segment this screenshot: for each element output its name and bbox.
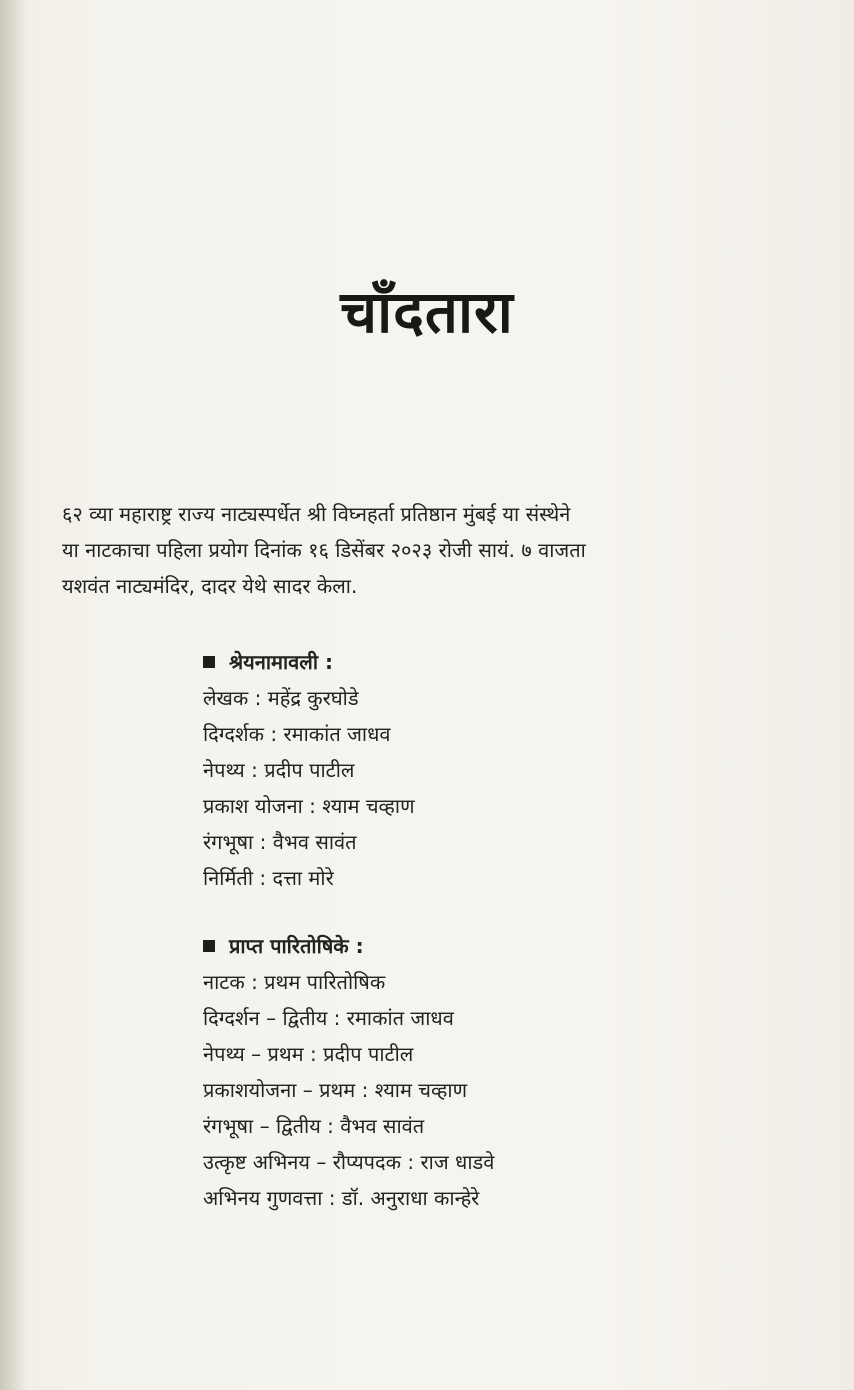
intro-line: या नाटकाचा पहिला प्रयोग दिनांक १६ डिसेंबर २०२३ रोजी सायं. ७ वाजता [62, 538, 586, 562]
square-bullet-icon [203, 656, 215, 668]
award-item: नाटक : प्रथम पारितोषिक [203, 970, 386, 994]
credit-item: निर्मिती : दत्ता मोरे [203, 866, 334, 890]
credit-item: प्रकाश योजना : श्याम चव्हाण [203, 794, 415, 818]
credits-heading-label: श्रेयनामावली : [229, 650, 334, 674]
intro-paragraph [62, 496, 762, 604]
credit-item: दिग्दर्शक : रमाकांत जाधव [203, 722, 391, 746]
intro-line: यशवंत नाट्यमंदिर, दादर येथे सादर केला. [62, 574, 358, 598]
awards-heading [203, 928, 723, 964]
award-item: प्रकाशयोजना – प्रथम : श्याम चव्हाण [203, 1078, 468, 1102]
play-title: चाँदतारा [340, 278, 514, 346]
intro-line: ६२ व्या महाराष्ट्र राज्य नाट्यस्पर्धेत श्री विघ्नहर्ता प्रतिष्ठान मुंबई या संस्थेने [62, 502, 571, 526]
credit-item: नेपथ्य : प्रदीप पाटील [203, 758, 355, 782]
square-bullet-icon [203, 940, 215, 952]
award-item: रंगभूषा – द्वितीय : वैभव सावंत [203, 1114, 425, 1138]
awards-section [203, 928, 723, 1216]
credit-item: लेखक : महेंद्र कुरघोडे [203, 686, 359, 710]
credits-section [203, 644, 723, 896]
award-item: दिग्दर्शन – द्वितीय : रमाकांत जाधव [203, 1006, 454, 1030]
credits-heading [203, 644, 723, 680]
award-item: नेपथ्य – प्रथम : प्रदीप पाटील [203, 1042, 414, 1066]
credit-item: रंगभूषा : वैभव सावंत [203, 830, 357, 854]
page-gutter-shadow [0, 0, 26, 1390]
awards-heading-label: प्राप्त पारितोषिके : [229, 934, 364, 958]
award-item: उत्कृष्ट अभिनय – रौप्यपदक : राज धाडवे [203, 1150, 495, 1174]
award-item: अभिनय गुणवत्ता : डॉ. अनुराधा कान्हेरे [203, 1186, 480, 1210]
